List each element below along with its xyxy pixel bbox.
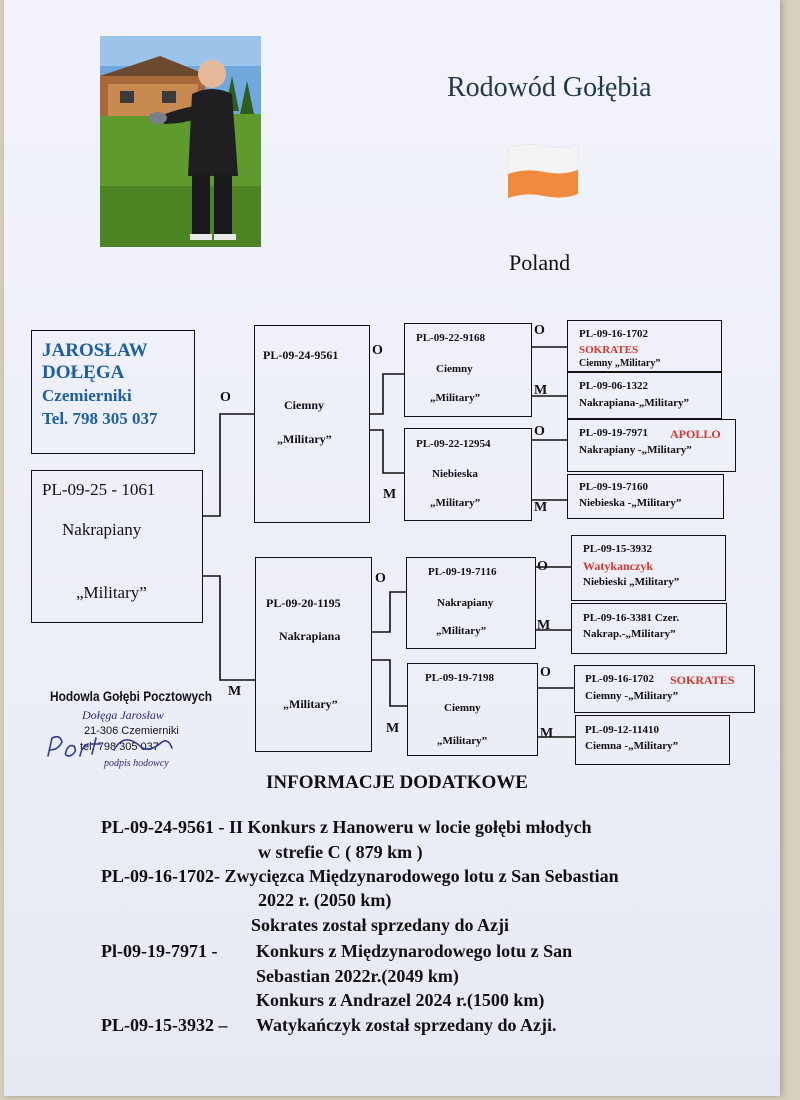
g3-ring: PL-09-19-7971 <box>579 427 649 439</box>
mf-color: Nakrapiany <box>437 597 494 609</box>
mother-color: Nakrapiana <box>279 629 341 643</box>
breeder-phone: Tel. 798 305 037 <box>42 409 158 428</box>
g5-marker: O <box>537 559 548 574</box>
info-line-6-ring: Pl-09-19-7971 - <box>101 941 218 961</box>
bird-breed: „Military” <box>76 583 147 602</box>
g1-ring: PL-09-16-1702 <box>579 328 649 340</box>
g5-name: Watykanczyk <box>583 559 654 573</box>
father-ring: PL-09-24-9561 <box>263 348 339 362</box>
g3-name: APOLLO <box>670 427 721 441</box>
father-marker: O <box>220 390 231 405</box>
info-line-9-text: Watykańczyk został sprzedany do Azji. <box>256 1015 557 1035</box>
mm-breed: „Military” <box>437 735 488 747</box>
fm-ring: PL-09-22-12954 <box>416 438 491 450</box>
mf-ring: PL-09-19-7116 <box>428 566 497 578</box>
g7-ring: PL-09-16-1702 <box>585 673 655 685</box>
info-line-2: w strefie C ( 879 km ) <box>258 842 423 862</box>
g7-marker: O <box>540 665 551 680</box>
info-line-5: Sokrates został sprzedany do Azji <box>251 915 509 935</box>
signature-icon <box>44 728 194 773</box>
g2-marker: M <box>534 383 548 398</box>
mother-marker: M <box>228 684 242 699</box>
g6-marker: M <box>537 618 551 633</box>
country-label: Poland <box>509 250 571 275</box>
g4-marker: M <box>534 500 548 515</box>
g6-ring: PL-09-16-3381 Czer. <box>583 612 680 624</box>
info-line-6-text: Konkurs z Międzynarodowego lotu z San <box>256 941 573 961</box>
g8-marker: M <box>540 726 554 741</box>
mother-box <box>255 557 372 752</box>
g4-desc: Niebieska -„Military” <box>579 497 682 509</box>
info-line-4: 2022 r. (2050 km) <box>258 890 392 910</box>
g3-marker: O <box>534 424 545 439</box>
mf-marker: O <box>375 571 386 586</box>
fm-breed: „Military” <box>430 497 481 509</box>
ff-color: Ciemny <box>436 363 473 375</box>
g2-desc: Nakrapiana-„Military” <box>579 397 689 409</box>
info-line-8: Konkurs z Andrazel 2024 r.(1500 km) <box>256 990 545 1010</box>
bird-color: Nakrapiany <box>62 520 142 539</box>
g6-desc: Nakrap.-„Military” <box>583 628 676 640</box>
mother-breed: „Military” <box>283 697 338 711</box>
fm-marker: M <box>383 487 397 502</box>
mother-ring: PL-09-20-1195 <box>266 596 341 610</box>
stamp-caption: podpis hodowcy <box>104 758 169 769</box>
mm-color: Ciemny <box>444 702 481 714</box>
breeder-town: Czemierniki <box>42 386 132 405</box>
info-line-9-ring: PL-09-15-3932 – <box>101 1015 228 1035</box>
mm-ring: PL-09-19-7198 <box>425 672 495 684</box>
ff-breed: „Military” <box>430 392 481 404</box>
g4-ring: PL-09-19-7160 <box>579 481 649 493</box>
fm-color: Niebieska <box>432 468 478 480</box>
stamp-phone: tel. 798 305 037 <box>80 741 159 753</box>
page-title: Rodowód Gołębia <box>447 72 652 103</box>
g8-desc: Ciemna -„Military” <box>585 740 679 752</box>
info-line-3: PL-09-16-1702- Zwycięzca Międzynarodowego lotu z San Sebastian <box>101 866 619 886</box>
g7-desc: Ciemny -„Military” <box>585 690 679 702</box>
bird-ring: PL-09-25 - 1061 <box>42 480 156 499</box>
breeder-last-name: DOŁĘGA <box>42 362 125 383</box>
g2-ring: PL-09-06-1322 <box>579 380 649 392</box>
info-line-7: Sebastian 2022r.(2049 km) <box>256 966 459 986</box>
g5-desc: Niebieski „Military” <box>583 576 680 588</box>
info-heading: INFORMACJE DODATKOWE <box>266 772 528 793</box>
g8-ring: PL-09-12-11410 <box>585 724 659 736</box>
g7-name: SOKRATES <box>670 673 735 687</box>
stamp-name: Dołęga Jarosław <box>82 708 164 722</box>
father-breed: „Military” <box>277 432 332 446</box>
info-line-1: PL-09-24-9561 - II Konkurs z Hanoweru w locie gołębi młodych <box>101 817 592 837</box>
mm-marker: M <box>386 721 400 736</box>
ff-marker: O <box>372 343 383 358</box>
father-color: Ciemny <box>284 398 324 412</box>
g1-desc: Ciemny „Military” <box>579 358 661 369</box>
ff-ring: PL-09-22-9168 <box>416 332 486 344</box>
g1-name: SOKRATES <box>579 344 639 356</box>
g1-marker: O <box>534 323 545 338</box>
g5-ring: PL-09-15-3932 <box>583 543 653 555</box>
stamp-address: 21-306 Czemierniki <box>84 725 179 737</box>
stamp-title: Hodowla Gołębi Pocztowych <box>50 688 212 704</box>
breeder-first-name: JAROSŁAW <box>42 340 148 361</box>
g3-desc: Nakrapiany -„Military” <box>579 444 692 456</box>
mf-breed: „Military” <box>436 625 487 637</box>
